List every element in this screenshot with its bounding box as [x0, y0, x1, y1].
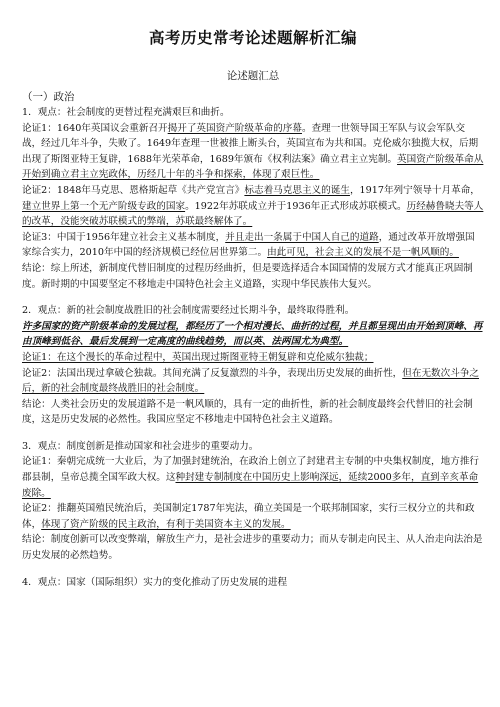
underlined-text: 论证1：在这个漫长的革命过程中，英国出现过斯图亚特王朝复辟和克伦威尔独裁； [22, 351, 374, 363]
evidence-text: 。查理一世领导国王军队与议会军队交战，经过几年斗争，失败了。1649年查理一世被推上断头台，英国宣布为共和国。克伦威尔独揽大权，后期出现了斯图亚特王复辟，1688年光荣革命，1689年颁布《权利法案》确立君主立宪制。 [22, 122, 479, 165]
evidence-paragraph [22, 121, 484, 183]
evidence-paragraph [22, 350, 484, 366]
topic-conclusion: 结论：人类社会历史的发展道路不是一帆风顺的，具有一定的曲折性，新的社会制度最终会代替旧的社会制度，这是历史发展的必然性。我国应坚定不移地走中国特色社会主义道路。 [22, 398, 473, 426]
topic-point: 2．观点：新的社会制度战胜旧的社会制度需要经过长期斗争，最终取得胜利。 [22, 305, 355, 317]
topic-spacer [22, 292, 484, 302]
topic-point: 1．观点：社会制度的更替过程充满艰巨和曲折。 [22, 107, 230, 118]
evidence-text: 论证3：中国于1956年建立社会主义基本制度， [22, 231, 226, 243]
underlined-text: 但在无数次斗争之后，新的社会制度最终战胜旧的社会制度。 [22, 367, 480, 395]
evidence-paragraph [22, 366, 484, 397]
underlined-text: 历经赫鲁晓夫等人的改革，没能突破苏联模式的弊端，苏联最终解体了。 [22, 200, 484, 228]
underlined-text: 由此可见，社会主义的发展不是一帆风顺的。 [267, 247, 459, 259]
content-block [22, 105, 484, 590]
topic-point: 4．观点：国家（国际组织）实力的变化推动了历史发展的进程 [22, 576, 288, 588]
section-heading: （一）政治 [22, 91, 75, 103]
evidence-paragraph [22, 183, 484, 230]
evidence-text: ，1917年列宁领导十月革命， [349, 184, 480, 196]
underlined-text: 英国资产阶级革命从开始到确立君主立宪政体，历经几十年的斗争和探索，体现了艰巨性。 [22, 153, 484, 181]
topic-conclusion: 结论：制度创新可以改变弊端，解放生产力，是社会进步的重要动力；而从专制走向民主、从人治走向法治是历史发展的必然趋势。 [22, 534, 483, 562]
topic-point: 3．观点：制度创新是推动国家和社会进步的重要动力。 [22, 440, 259, 452]
underlined-text: 并且走出一条属于中国人自己的道路 [225, 231, 379, 243]
underlined-text: 标志着马克思主义的诞生 [244, 184, 350, 196]
underlined-text: 体现了资产阶级的民主政治，有利于美国资本主义的发展。 [41, 518, 291, 530]
document-title: 高考历史常考论述题解析汇编 [148, 29, 357, 47]
evidence-text: 论证1：1640年英国议会重新召开 [22, 122, 168, 134]
topic-intro: 许多国家的资产阶级革命的发展过程，都经历了一个相对漫长、曲折的过程，并且都呈现出由开始到顶峰、再由顶峰到低谷、最后发展到一定高度的曲线趋势，而以英、法两国尤为典型。 [22, 320, 483, 348]
document-subtitle: 论述题汇总 [226, 70, 280, 82]
evidence-paragraph [22, 230, 484, 261]
topic-spacer [22, 564, 484, 574]
evidence-paragraph [22, 501, 484, 532]
evidence-text: ，通过改革开放增强国家综合实力，2010年中国的经济规模已经位居世界第二。 [22, 231, 475, 259]
underlined-text: 揭开了英国资产阶级革命的序幕 [167, 122, 302, 134]
evidence-text: 论证2：推翻英国殖民统治后，美国制定1787年宪法，确立美国是一个联邦制国家，实行三权分立的共和政体， [22, 503, 475, 530]
evidence-text: 。1922年苏联成立并于1936年正式形成苏联模式。 [185, 200, 407, 212]
topic-spacer [22, 428, 484, 438]
underlined-text: 建立世界上第一个无产阶级专政的国家 [22, 200, 186, 212]
underlined-text: 种封建专制制度在中国历史上影响深远，延续2000多年，直到辛亥革命废除。 [22, 472, 479, 499]
evidence-text: 论证1：秦朝完成统一大业后，为了加强封建统治，在政治上创立了封建君主专制的中央集权制度，地方推行郡县制，皇帝总揽全国军政大权。这 [22, 456, 480, 484]
evidence-text: 论证2：1848年马克思、恩格斯起草《共产党宣言》 [22, 184, 245, 196]
evidence-paragraph [22, 454, 484, 501]
topic-conclusion: 结论：综上所述，新制度代替旧制度的过程历经曲折，但是要选择适合本国国情的发展方式才能真正巩固制度。新时期的中国要坚定不移地走中国特色社会主义道路，实现中华民族伟大复兴。 [22, 262, 473, 290]
evidence-text: 论证2：法国出现过拿破仑独裁。其间充满了反复激烈的斗争，表现出历史发展的曲折性， [22, 367, 403, 379]
